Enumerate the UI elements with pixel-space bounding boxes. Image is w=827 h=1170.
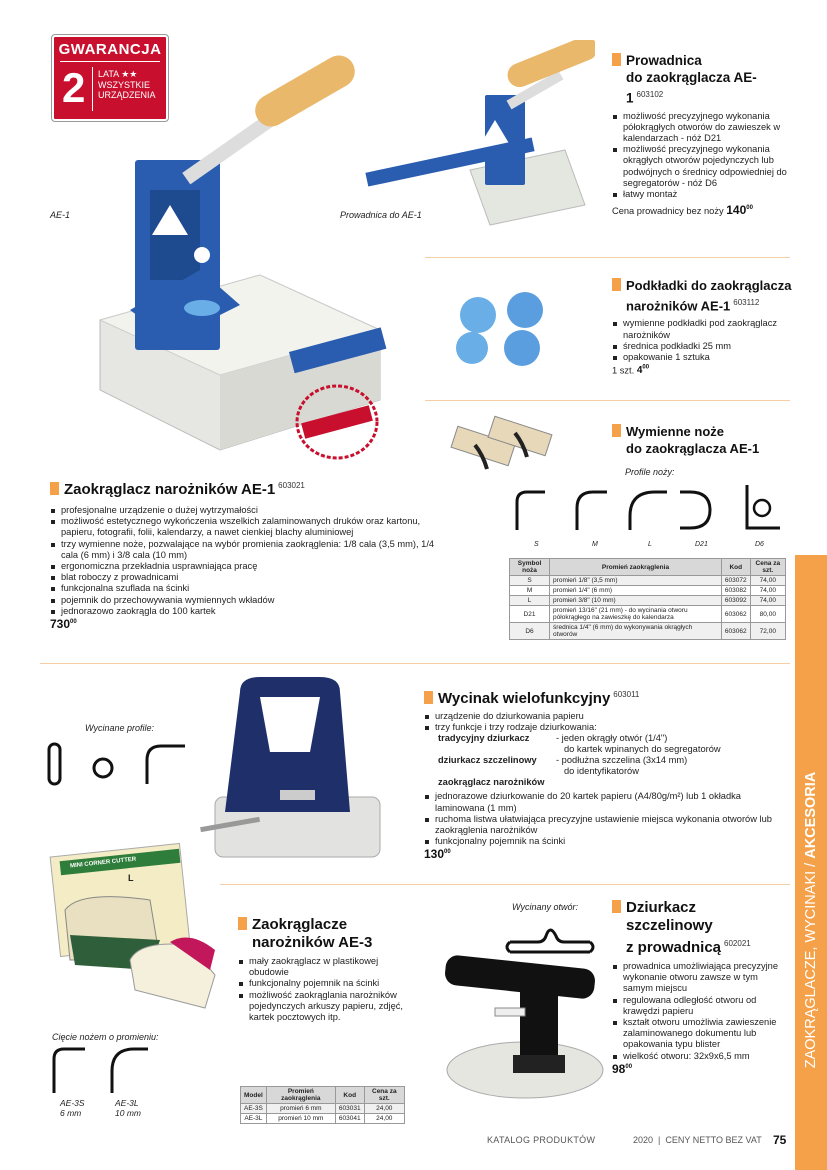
ae3-heading-line1: Zaokrąglacze bbox=[252, 916, 348, 933]
pads-heading-line1: Podkładki do zaokrąglacza bbox=[626, 278, 792, 293]
profile-s bbox=[517, 492, 545, 530]
profile-names bbox=[505, 541, 785, 553]
heading-marker bbox=[424, 691, 433, 704]
profile-name: M bbox=[592, 541, 598, 548]
profile-m bbox=[577, 492, 607, 530]
multi-profiles bbox=[45, 738, 195, 788]
pads-price: $4^{00}$ bbox=[636, 365, 650, 377]
guarantee-title: GWARANCJA bbox=[58, 41, 162, 58]
slot-heading-line1: Dziurkacz bbox=[626, 899, 697, 916]
heading-marker bbox=[612, 900, 621, 913]
ae3-package-letter: L bbox=[128, 873, 134, 883]
quality-stamp bbox=[292, 380, 382, 465]
ae1-bullet: funkcjonalna szuflada na ścinki bbox=[50, 583, 445, 594]
ae3-cut1: AE-3S 6 mm bbox=[60, 1098, 85, 1118]
slot-caption: Wycinany otwór: bbox=[512, 902, 579, 912]
guarantee-line2: WSZYSTKIE bbox=[98, 79, 151, 90]
knives-heading-line2: do zaokrąglacza AE-1 bbox=[626, 441, 760, 456]
f2-label: dziurkacz szczelinowy bbox=[438, 755, 537, 766]
guarantee-line3: URZĄDZENIA bbox=[98, 90, 156, 100]
ae3-cut-profiles bbox=[50, 1045, 160, 1095]
f3-label: zaokrąglacz narożników bbox=[438, 777, 545, 788]
profile-l bbox=[630, 492, 667, 530]
multi-heading: Wycinak wielofunkcyjny bbox=[438, 690, 611, 707]
knives-heading-line1: Wymienne noże bbox=[626, 424, 725, 439]
f1-text: - jeden okrągły otwór (1/4") bbox=[556, 733, 668, 744]
sidebar-light-text: ZAOKRĄGLACZE, WYCINAKI / bbox=[803, 862, 819, 1069]
slot-price: $98^{00}$ bbox=[612, 1061, 633, 1076]
heading-marker bbox=[612, 278, 621, 291]
table-row: AE-3S promień 6 mm 603031 24,00 bbox=[241, 1104, 405, 1114]
slot-heading-line3: z prowadnicą bbox=[626, 939, 722, 956]
slot-section bbox=[612, 899, 782, 1076]
ae1-section bbox=[50, 476, 445, 631]
pads-section bbox=[612, 277, 792, 376]
multi-section bbox=[424, 685, 774, 861]
ae3-bullet: możliwość zaokrąglania narożników pojedynczych arkuszy papieru, zdjęć, kartek pocztowych itp. bbox=[238, 990, 408, 1024]
slot-punch-image bbox=[425, 950, 605, 1110]
guide-price-label: Cena prowadnicy bez noży bbox=[612, 206, 724, 217]
multi-profiles-caption: Wycinane profile: bbox=[85, 723, 155, 733]
table-row: D21 promień 13/16" (21 mm) - do wycinania otworu półokrągłego na zawieszkę do kalendarza 603062 80,00 bbox=[510, 606, 786, 623]
ae3-cut2: AE-3L 10 mm bbox=[115, 1098, 141, 1118]
multi-punch-image bbox=[200, 672, 420, 872]
ae3-image bbox=[40, 840, 230, 1015]
multi-bullet: funkcjonalny pojemnik na ścinki bbox=[424, 836, 774, 847]
multi-bullet: ruchoma listwa ułatwiająca precyzyjne ustawienie miejsca wykonania otworów lub zaokrąglenia narożników bbox=[424, 814, 774, 836]
page-number: 75 bbox=[773, 1133, 787, 1147]
ae3-heading-line2: narożników AE-3 bbox=[252, 934, 373, 951]
guide-bullet: możliwość precyzyjnego wykonania półokrągłych otworów do zawieszek w kalendarzach - nóż D21 bbox=[612, 111, 792, 145]
f1-text2: do kartek wpinanych do segregatorów bbox=[564, 744, 721, 755]
ae3-section bbox=[238, 916, 408, 1023]
heading-marker bbox=[612, 53, 621, 66]
ae1-bullet: trzy wymienne noże, pozwalające na wybór promienia zaokrąglenia: 1/8 cala (3,5 mm), 1/4 cala (6 mm) i 3/8 cala (10 mm) bbox=[50, 539, 445, 561]
ae3-table: Model Promień zaokrąglenia Kod Cena za szt. AE-3S promień 6 mm 603031 24,00 AE-3L promień 10 mm 603041 24,00 bbox=[240, 1086, 405, 1124]
heading-marker bbox=[612, 424, 621, 437]
table-row: L promień 3/8" (10 mm) 603092 74,00 bbox=[510, 596, 786, 606]
profile-d21 bbox=[680, 492, 710, 528]
knives-section bbox=[612, 423, 792, 457]
guide-section bbox=[612, 52, 792, 217]
knives-table: Symbol noża Promień zaokrąglenia Kod Cena za szt. S promień 1/8" (3,5 mm) 603072 74,00 M promień 1/4" (6 mm) 603082 74,00 L promień 3/8" (10 mm) 603092 74,00 D21 promień 13/16" (21 mm) - do wycinania otworu półokrągłego na zawieszkę do kalendarza 603062 80,00 D6 średnica 1/4" (6 mm) do wykonywania okrągłych otworów 603062 72,00 bbox=[509, 558, 786, 640]
ae1-price: $730^{00}$ bbox=[50, 617, 77, 632]
ae1-bullet: blat roboczy z prowadnicami bbox=[50, 572, 445, 583]
guide-heading-line2: do zaokrąglacza AE-1 bbox=[626, 70, 757, 106]
ae3-bullet: funkcjonalny pojemnik na ścinki bbox=[238, 978, 408, 989]
sidebar-bold-text: AKCESORIA bbox=[803, 771, 819, 859]
ae1-bullet: pojemnik do przechowywania wymiennych wkładów bbox=[50, 595, 445, 606]
footer-info: 2020 | CENY NETTO BEZ VAT bbox=[633, 1135, 762, 1145]
profile-name: S bbox=[534, 541, 539, 548]
guide-caption: Prowadnica do AE-1 bbox=[340, 210, 422, 220]
knife-profiles bbox=[505, 480, 790, 540]
pads-bullet: wymienne podkładki pod zaokrąglacz narożników bbox=[612, 318, 792, 340]
guide-image bbox=[355, 40, 595, 230]
table-row: AE-3L promień 10 mm 603041 24,00 bbox=[241, 1114, 405, 1124]
ae3-package-label: MINI CORNER CUTTER bbox=[69, 856, 137, 870]
pads-code: 603112 bbox=[733, 298, 760, 307]
ae1-bullet: ergonomiczna przekładnia usprawniająca pracę bbox=[50, 561, 445, 572]
guide-code: 603102 bbox=[636, 90, 664, 99]
guide-price: $140^{00}$ bbox=[726, 203, 753, 218]
multi-bullet: jednorazowe dziurkowanie do 20 kartek papieru (A4/80g/m²) lub 1 okładka laminowana (1 mm) bbox=[424, 791, 774, 813]
ae1-bullet: profesjonalne urządzenie o dużej wytrzymałości bbox=[50, 505, 445, 516]
multi-bullet: urządzenie do dziurkowania papieru bbox=[424, 711, 774, 722]
heading-marker bbox=[238, 917, 247, 930]
slot-bullet: kształt otworu umożliwia zawieszenie zalaminowanego dokumentu lub opakowania typu blister bbox=[612, 1017, 782, 1051]
ae1-code: 603021 bbox=[278, 481, 305, 490]
ae1-bullet: jednorazowo zaokrągla do 100 kartek bbox=[50, 606, 445, 617]
multi-price: $130^{00}$ bbox=[424, 847, 451, 862]
profile-name: D6 bbox=[755, 541, 764, 548]
stars-icon: ★★ bbox=[121, 69, 138, 79]
slot-heading-line2: szczelinowy bbox=[626, 917, 713, 934]
table-row: M promień 1/4" (6 mm) 603082 74,00 bbox=[510, 586, 786, 596]
guide-heading-line1: Prowadnica bbox=[626, 53, 702, 68]
profile-name: D21 bbox=[695, 541, 708, 548]
guarantee-line1: LATA bbox=[98, 69, 119, 79]
knives-image bbox=[445, 415, 560, 485]
ae3-cut-caption: Cięcie nożem o promieniu: bbox=[52, 1032, 159, 1042]
pads-image bbox=[450, 290, 565, 375]
heading-marker bbox=[50, 482, 59, 495]
ae1-heading: Zaokrąglacz narożników AE-1 bbox=[64, 481, 276, 498]
guarantee-years: 2 bbox=[62, 64, 86, 111]
slot-bullet: regulowana odległość otworu od krawędzi papieru bbox=[612, 995, 782, 1017]
ae1-caption: AE-1 bbox=[50, 210, 71, 220]
multi-code: 603011 bbox=[613, 690, 640, 699]
knives-profiles-label: Profile noży: bbox=[625, 467, 675, 477]
f1-label: tradycyjny dziurkacz bbox=[438, 733, 530, 744]
pads-bullet: opakowanie 1 sztuka bbox=[612, 352, 792, 363]
pads-bullet: średnica podkładki 25 mm bbox=[612, 341, 792, 352]
multi-bullet: trzy funkcje i trzy rodzaje dziurkowania: bbox=[424, 722, 774, 733]
guide-bullet: możliwość precyzyjnego wykonania okrągłych otworów pojedynczych lub podwójnych o średnicy odpowiedniej do segregatorów - nóż D6 bbox=[612, 144, 792, 189]
slot-bullet: wielkość otworu: 32x9x6,5 mm bbox=[612, 1051, 782, 1062]
ae3-bullet: mały zaokrąglacz w plastikowej obudowie bbox=[238, 956, 408, 978]
pads-heading-line2: narożników AE-1 bbox=[626, 298, 731, 314]
slot-bullet: prowadnica umożliwiająca precyzyjne wykonanie otworu zawsze w tym samym miejscu bbox=[612, 961, 782, 995]
guide-bullet: łatwy montaż bbox=[612, 189, 792, 200]
ae1-bullet: możliwość estetycznego wykończenia wszelkich zalaminowanych druków oraz kartonu, papieru, fotografii, folii, kalendarzy, a nawet cienkiej blachy aluminiowej bbox=[50, 516, 445, 538]
pads-price-label: 1 szt. bbox=[612, 365, 635, 376]
slot-code: 602021 bbox=[724, 939, 751, 948]
table-row: S promień 1/8" (3,5 mm) 603072 74,00 bbox=[510, 576, 786, 586]
table-row: D6 średnica 1/4" (6 mm) do wykonywania okrągłych otworów 603062 72,00 bbox=[510, 623, 786, 640]
f2-text: - podłużna szczelina (3x14 mm) bbox=[556, 755, 688, 766]
f2-text2: do identyfikatorów bbox=[564, 766, 639, 777]
footer-catalog: KATALOG PRODUKTÓW bbox=[487, 1135, 596, 1145]
profile-d6 bbox=[747, 485, 780, 528]
profile-name: L bbox=[648, 541, 652, 548]
